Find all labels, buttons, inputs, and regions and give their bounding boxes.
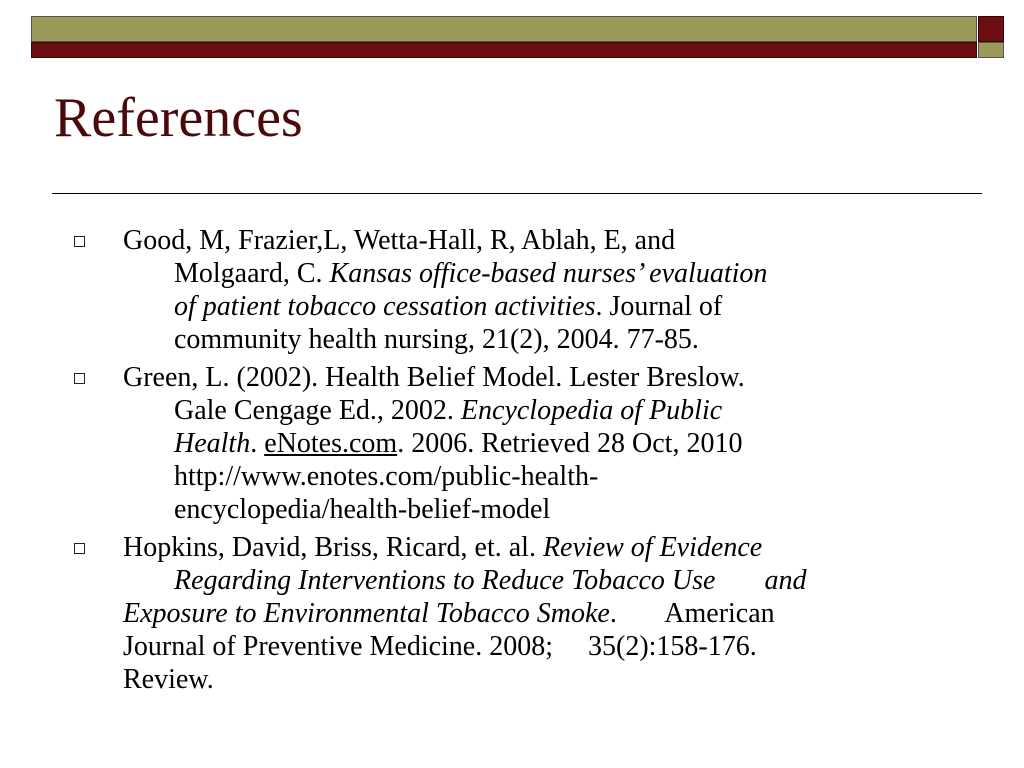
reference-item: [70, 224, 970, 356]
reference-text: Gale Cengage Ed., 2002. Encyclopedia of Public: [174, 395, 723, 426]
enotes-link[interactable]: eNotes.com: [264, 428, 398, 459]
reference-text: Health. eNotes.com. 2006. Retrieved 28 Oct, 2010: [174, 428, 743, 459]
header-band-maroon: [31, 42, 977, 58]
slide-title: References: [54, 87, 303, 149]
hollow-square-bullet-icon: [74, 543, 85, 554]
title-divider: [52, 193, 982, 194]
header-square-olive: [978, 42, 1004, 58]
hollow-square-bullet-icon: [74, 236, 85, 247]
publication-title: Encyclopedia of Public: [460, 395, 723, 426]
reference-text: Exposure to Environmental Tobacco Smoke. American: [123, 598, 775, 629]
hollow-square-bullet-icon: [74, 373, 85, 384]
reference-url: encyclopedia/health-belief-model: [174, 494, 551, 525]
article-title: of patient tobacco cessation activities: [174, 291, 596, 322]
reference-text: Green, L. (2002). Health Belief Model. Lester Breslow.: [123, 362, 745, 393]
reference-text: of patient tobacco cessation activities. Journal of: [174, 291, 723, 322]
header-square-maroon: [978, 16, 1004, 42]
reference-text: Review.: [123, 664, 214, 695]
reference-text: Hopkins, David, Briss, Ricard, et. al. Review of Evidence: [123, 532, 763, 563]
article-title: Kansas office-based nurses’ evaluation: [329, 258, 768, 289]
reference-item: [70, 531, 970, 696]
reference-text: community health nursing, 21(2), 2004. 77-85.: [174, 324, 699, 355]
article-title: Exposure to Environmental Tobacco Smoke: [123, 598, 610, 629]
reference-item: [70, 361, 970, 526]
header-band-olive: [31, 16, 977, 42]
article-title: Review of Evidence: [542, 532, 763, 563]
reference-text: Journal of Preventive Medicine. 2008; 35(2):158-176.: [123, 631, 757, 662]
reference-text: Molgaard, C. Kansas office-based nurses’ evaluation: [174, 258, 768, 289]
reference-text: Good, M, Frazier,L, Wetta-Hall, R, Ablah, E, and: [123, 225, 676, 256]
reference-text: Regarding Interventions to Reduce Tobacco Use and: [174, 565, 807, 596]
publication-title: Health: [174, 428, 251, 459]
reference-url: http://www.enotes.com/public-health-: [174, 461, 599, 492]
references-list: [70, 224, 970, 701]
